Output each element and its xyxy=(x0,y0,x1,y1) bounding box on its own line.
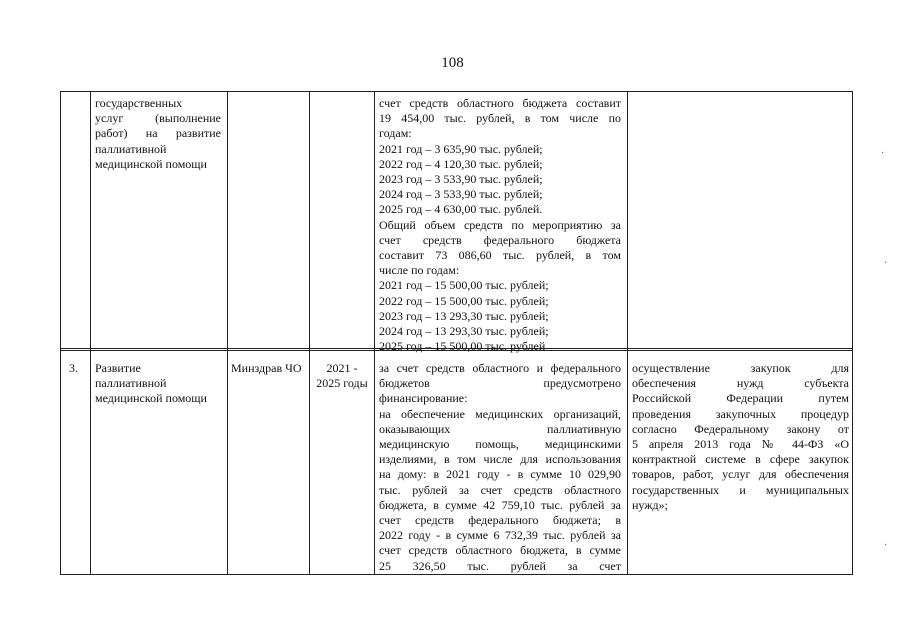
text-line: годам: xyxy=(379,126,412,141)
text-line: обеспечения нужд субъекта xyxy=(632,376,849,391)
text-line: Общий объем средств по мероприятию за xyxy=(379,217,621,232)
row-3-purpose-cell xyxy=(632,361,849,513)
row-3-period-cell xyxy=(311,361,373,391)
text-line: 2021 - xyxy=(326,361,358,375)
text-line: контрактной системе в сфере закупок xyxy=(632,452,849,467)
text-line: паллиативной xyxy=(95,376,167,391)
text-line: 2023 год – 3 533,90 тыс. рублей; xyxy=(379,172,543,187)
text-line: услуг (выполнение xyxy=(95,111,221,126)
column-divider xyxy=(374,92,375,574)
row-3-funding-cell xyxy=(379,361,621,574)
text-line: составит 73 086,60 тыс. рублей, в том xyxy=(379,248,621,263)
text-line: 2022 год – 4 120,30 тыс. рублей; xyxy=(379,156,543,171)
text-line: 2025 год – 15 500,00 тыс. рублей xyxy=(379,339,546,354)
column-divider xyxy=(309,92,310,574)
text-line: 2023 год – 13 293,30 тыс. рублей; xyxy=(379,308,549,323)
scan-dot: · xyxy=(881,148,885,159)
column-divider xyxy=(627,92,628,574)
text-line: медицинскую помощь, медицинскими xyxy=(379,437,621,452)
text-line: бюджета, в сумме 42 759,10 тыс. рублей за xyxy=(379,497,621,512)
text-line: медицинской помощи xyxy=(95,156,207,171)
text-line: осуществление закупок для xyxy=(632,361,849,375)
text-line: 2022 год – 15 500,00 тыс. рублей; xyxy=(379,293,549,308)
text-line: счет средств федерального бюджета; в xyxy=(379,513,621,528)
text-line: товаров, работ, услуг для обеспечения xyxy=(632,467,849,482)
row-3-event-cell xyxy=(95,361,225,407)
text-line: 25 326,50 тыс. рублей за счет xyxy=(379,558,621,573)
text-line: 2025 годы xyxy=(316,376,368,391)
text-line: бюджетов предусмотрено xyxy=(379,376,621,391)
text-line: государственных и муниципальных xyxy=(632,482,849,497)
text-line: Российской Федерации путем xyxy=(632,391,849,406)
prev-row-funding-cell xyxy=(379,96,621,354)
text-line: нужд»; xyxy=(632,497,668,512)
column-divider xyxy=(90,92,91,574)
text-line: 2021 год – 3 635,90 тыс. рублей; xyxy=(379,141,543,156)
text-line: 2021 год – 15 500,00 тыс. рублей; xyxy=(379,278,549,293)
row-number: 3. xyxy=(69,361,78,375)
text-line: медицинской помощи xyxy=(95,391,207,406)
text-line: финансирование: xyxy=(379,391,468,406)
scan-dot: · xyxy=(884,258,888,269)
text-line: за счет средств областного и федерального xyxy=(379,361,621,375)
text-line: изделиями, в том числе для использования xyxy=(379,452,621,467)
text-line: тыс. рублей за счет средств областного xyxy=(379,482,621,497)
text-line: проведения закупочных процедур xyxy=(632,406,849,421)
program-table xyxy=(60,91,853,575)
text-line: паллиативной xyxy=(95,141,167,156)
column-divider xyxy=(227,92,228,574)
text-line: 2024 год – 3 533,90 тыс. рублей; xyxy=(379,187,543,202)
text-line: оказывающих паллиативную xyxy=(379,421,621,436)
text-line: на обеспечение медицинских организаций, xyxy=(379,406,621,421)
text-line: числе по годам: xyxy=(379,263,460,278)
text-line: счет средств областного бюджета, в сумме xyxy=(379,543,621,558)
scan-dot: · xyxy=(884,540,888,551)
text-line: 2025 год – 4 630,00 тыс. рублей. xyxy=(379,202,543,217)
text-line: счет средств федерального бюджета xyxy=(379,232,621,247)
text-line: 19 454,00 тыс. рублей, в том числе по xyxy=(379,111,621,126)
prev-row-event-cell xyxy=(95,96,221,172)
text-line: 2024 год – 13 293,30 тыс. рублей; xyxy=(379,324,549,339)
text-line: счет средств областного бюджета составит xyxy=(379,96,621,110)
text-line: 5 апреля 2013 года № 44-ФЗ «О xyxy=(632,437,849,452)
text-line: согласно Федеральному закону от xyxy=(632,421,849,436)
text-line: работ) на развитие xyxy=(95,126,221,141)
page-number: 108 xyxy=(441,55,464,71)
row-3-executor-cell: Минздрав ЧО xyxy=(231,361,302,375)
text-line: государственных xyxy=(95,96,183,110)
text-line: на дому: в 2021 году - в сумме 10 029,90 xyxy=(379,467,621,482)
text-line: 2022 году - в сумме 6 732,39 тыс. рублей за xyxy=(379,528,621,543)
text-line: Развитие xyxy=(95,361,141,375)
